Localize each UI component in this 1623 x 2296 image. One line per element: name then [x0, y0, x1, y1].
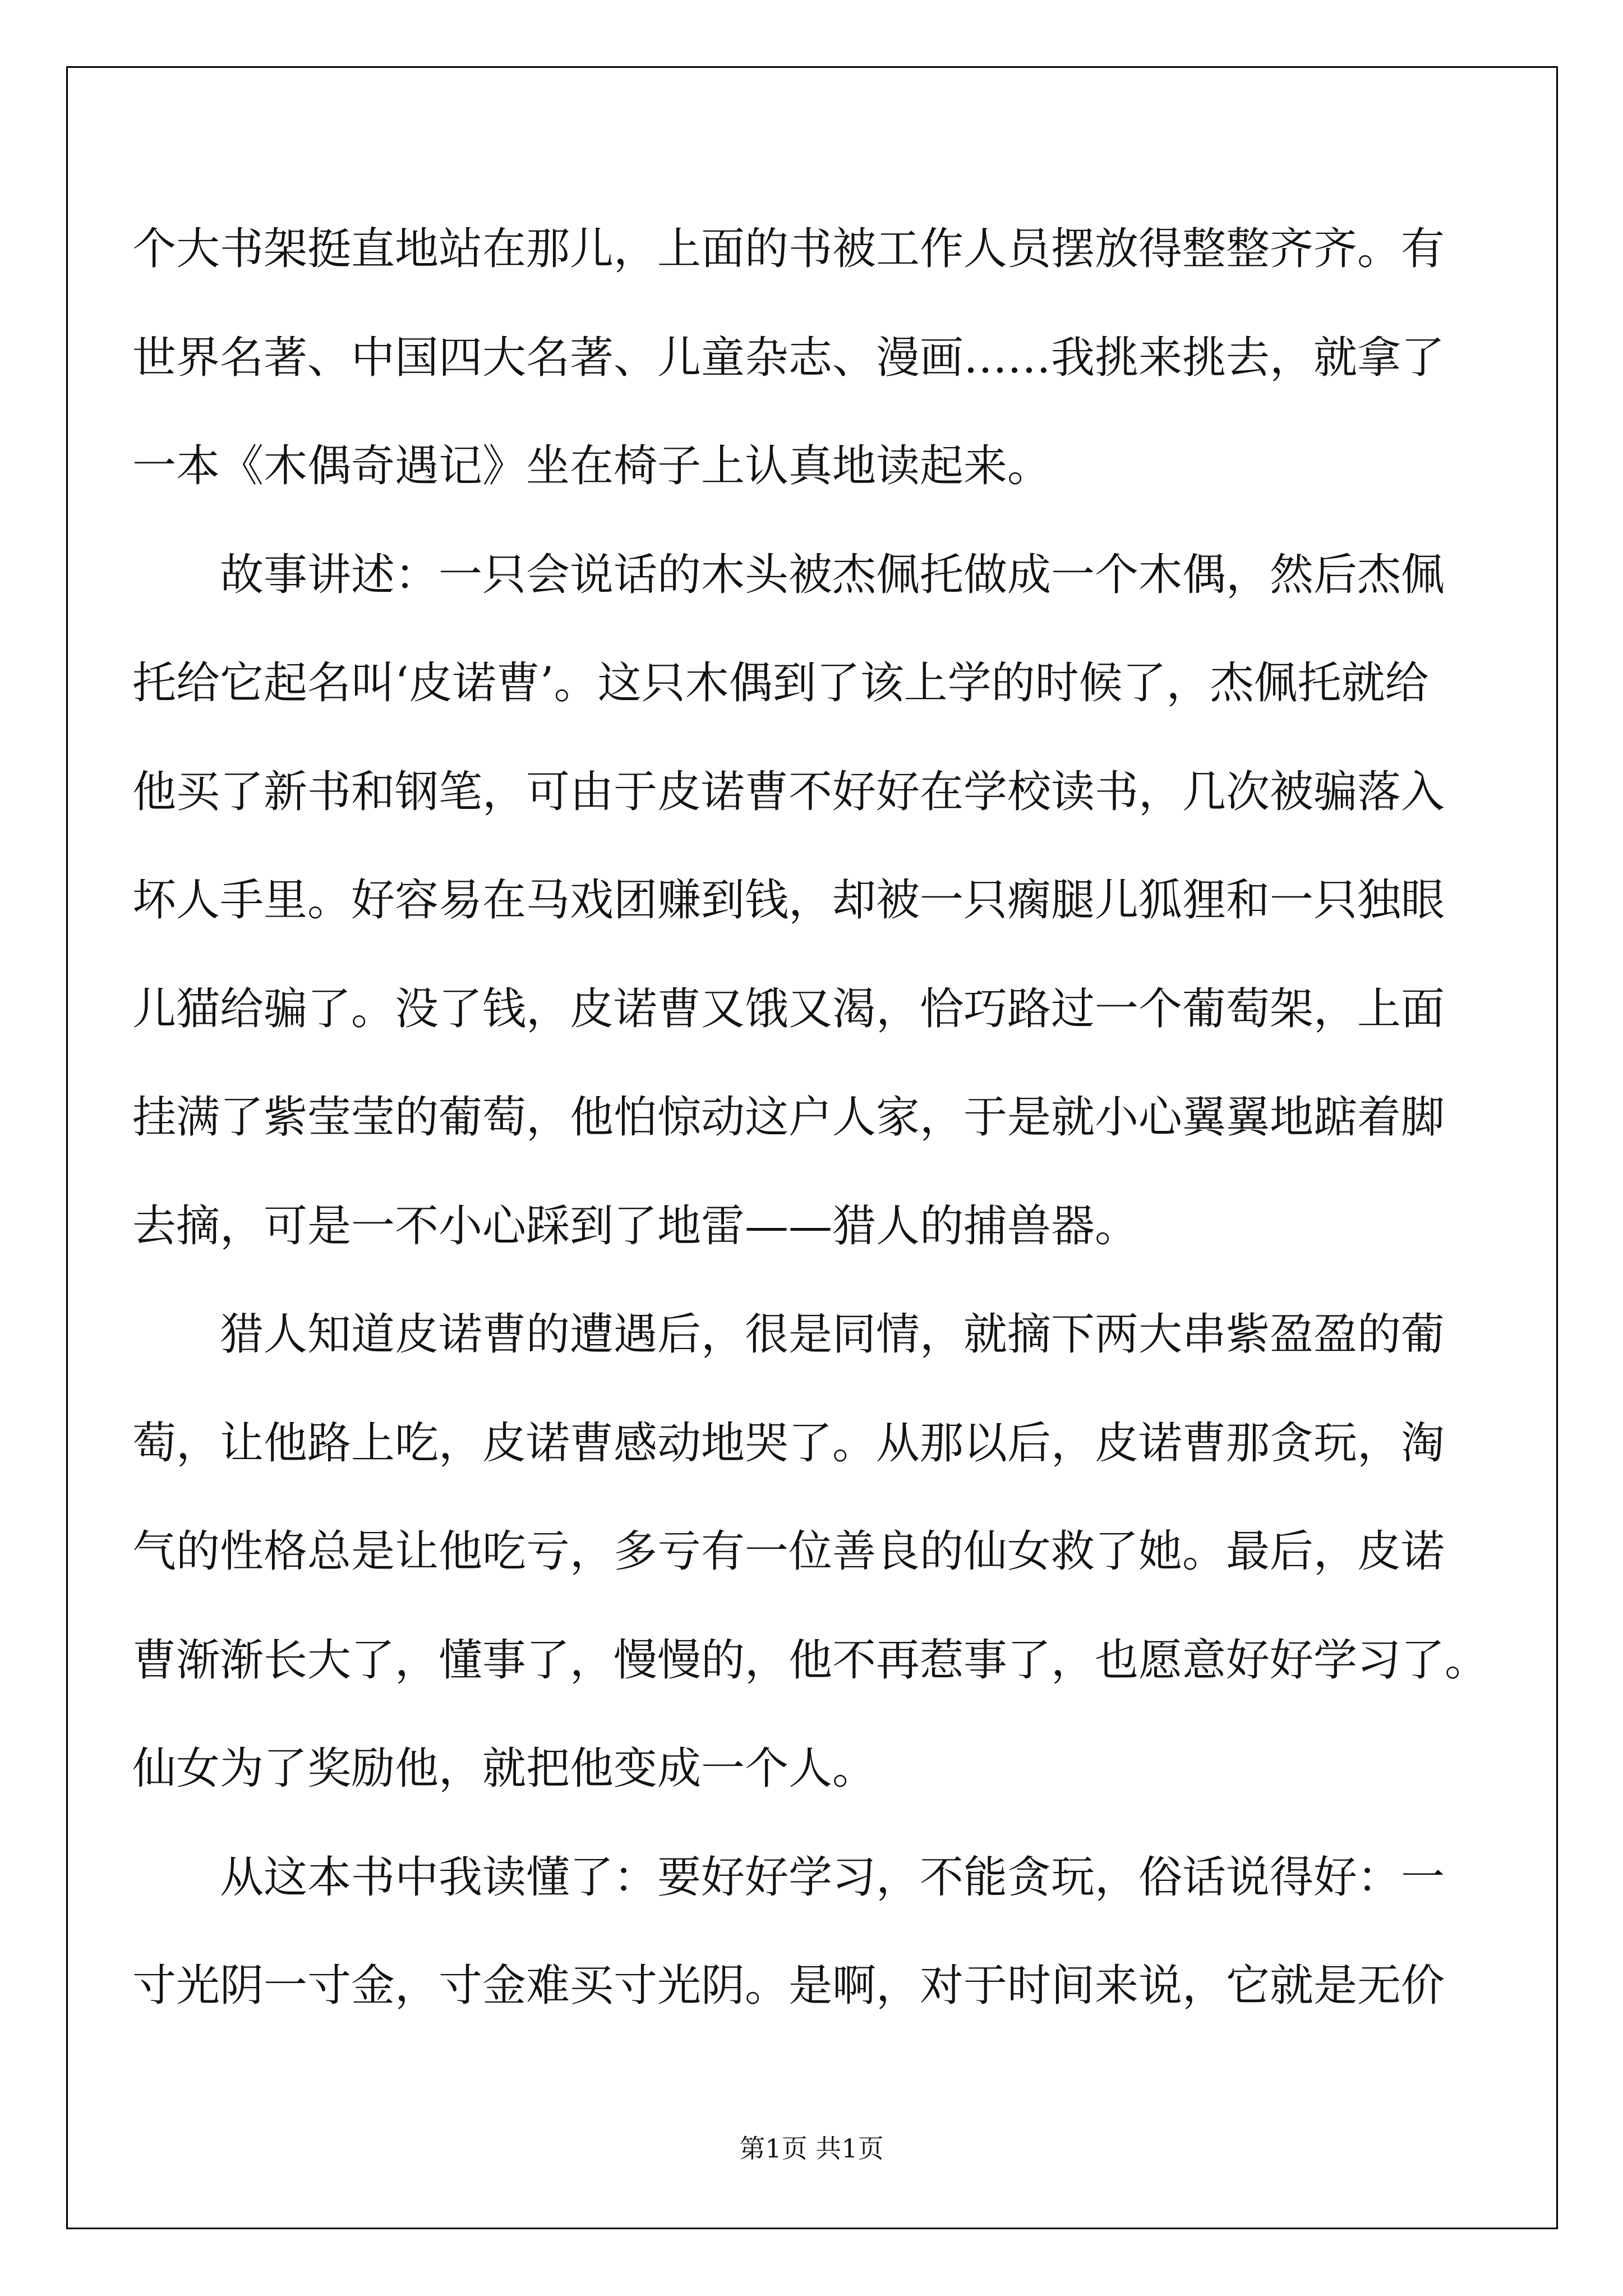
page-border: [66, 66, 1558, 2229]
text-line: 一本《木偶奇遇记》坐在椅子上认真地读起来。: [132, 441, 1052, 491]
text-line: 他买了新书和钢笔，可由于皮诺曹不好好在学校读书，几次被骗落入: [132, 766, 1445, 817]
text-line: 故事讲述：一只会说话的木头被杰佩托做成一个木偶，然后杰佩: [220, 549, 1445, 600]
text-line: 气的性格总是让他吃亏，多亏有一位善良的仙女救了她。最后，皮诺: [132, 1526, 1445, 1577]
text-line: 仙女为了奖励他，就把他变成一个人。: [132, 1743, 877, 1794]
text-line: 挂满了紫莹莹的葡萄，他怕惊动这户人家，于是就小心翼翼地踮着脚: [132, 1092, 1445, 1143]
text-line: 寸光阴一寸金，寸金难买寸光阴。是啊，对于时间来说，它就是无价: [132, 1961, 1445, 2011]
text-line: 儿猫给骗了。没了钱，皮诺曹又饿又渴，恰巧路过一个葡萄架，上面: [132, 983, 1445, 1034]
text-line: 托给它起名叫‘皮诺曹’。这只木偶到了该上学的时候了，杰佩托就给: [132, 658, 1429, 708]
text-line: 曹渐渐长大了，懂事了，慢慢的，他不再惹事了，也愿意好好学习了。: [132, 1635, 1489, 1686]
page-footer: 第1页 共1页: [739, 2133, 884, 2164]
text-line: 世界名著、中国四大名著、儿童杂志、漫画……我挑来挑去，就拿了: [132, 332, 1445, 383]
text-line: 去摘，可是一不小心踩到了地雷——猎人的捕兽器。: [132, 1200, 1139, 1251]
text-line: 萄，让他路上吃，皮诺曹感动地哭了。从那以后，皮诺曹那贪玩，淘: [132, 1418, 1445, 1469]
text-line: 猎人知道皮诺曹的遭遇后，很是同情，就摘下两大串紫盈盈的葡: [220, 1309, 1445, 1360]
text-line: 从这本书中我读懂了：要好好学习，不能贪玩，俗话说得好：一: [220, 1852, 1445, 1903]
text-line: 坏人手里。好容易在马戏团赚到钱，却被一只瘸腿儿狐狸和一只独眼: [132, 875, 1445, 926]
text-line: 个大书架挺直地站在那儿，上面的书被工作人员摆放得整整齐齐。有: [132, 224, 1445, 274]
